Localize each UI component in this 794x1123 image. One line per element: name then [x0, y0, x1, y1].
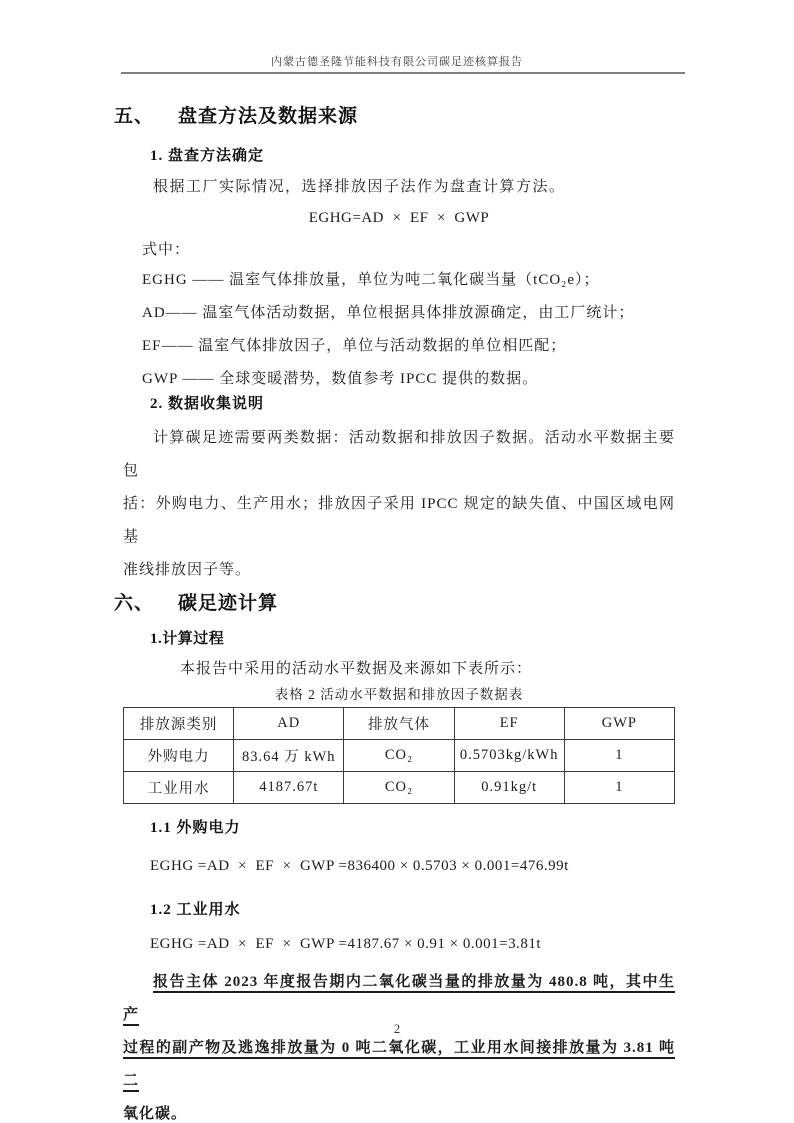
cell-gwp: 1	[564, 740, 674, 772]
table-row	[124, 740, 675, 772]
table-caption: 表格 2 活动水平数据和排放因子数据表	[274, 687, 524, 702]
cell-gwp: 1	[564, 772, 674, 804]
document-body	[114, 96, 675, 1123]
heading-method-determination: 1. 盘查方法确定	[150, 148, 265, 164]
definition-eghg: EGHG —— 温室气体排放量，单位为吨二氧化碳当量（tCO₂e）；	[142, 272, 600, 288]
conclusion-line: 氧化碳。	[123, 1106, 188, 1122]
section-6-heading	[114, 591, 675, 617]
table-row	[124, 772, 675, 804]
column-header-source: 排放源类别	[124, 708, 234, 740]
column-header-ef: EF	[454, 708, 564, 740]
definition-gwp: GWP —— 全球变暖潜势，数值参考 IPCC 提供的数据。	[142, 371, 539, 387]
conclusion-line: 过程的副产物及逃逸排放量为 0 吨二氧化碳，工业用水间接排放量为 3.81 吨二	[123, 1040, 675, 1089]
definition-ef: EF—— 温室气体排放因子，单位与活动数据的单位相匹配；	[142, 338, 567, 354]
page-header-title: 内蒙古德圣隆节能科技有限公司碳足迹核算报告	[271, 56, 523, 68]
paragraph-line: 括：外购电力、生产用水；排放因子采用 IPCC 规定的缺失值、中国区域电网基	[123, 496, 675, 545]
cell-source: 工业用水	[124, 772, 234, 804]
cell-ad: 83.64 万 kWh	[234, 740, 344, 772]
paragraph-table-intro: 本报告中采用的活动水平数据及来源如下表所示：	[180, 661, 533, 677]
formula-intro: 式中：	[142, 242, 191, 258]
definition-ad: AD—— 温室气体活动数据，单位根据具体排放源确定，由工厂统计；	[142, 305, 635, 321]
heading-data-collection: 2. 数据收集说明	[150, 396, 265, 412]
equation-electricity: EGHG =AD × EF × GWP =836400 × 0.5703 × 0.001=476.99t	[150, 858, 569, 874]
header-divider	[121, 72, 685, 74]
activity-data-table	[123, 707, 675, 804]
cell-ad: 4187.67t	[234, 772, 344, 804]
paragraph-method: 根据工厂实际情况，选择排放因子法作为盘查计算方法。	[153, 179, 566, 195]
equation-water: EGHG =AD × EF × GWP =4187.67 × 0.91 × 0.001=3.81t	[150, 936, 541, 952]
conclusion-line: 报告主体 2023 年度报告期内二氧化碳当量的排放量为 480.8 吨，其中生产	[123, 974, 675, 1023]
heading-purchased-electricity: 1.1 外购电力	[150, 820, 241, 836]
cell-gas: CO₂	[344, 772, 454, 804]
cell-source: 外购电力	[124, 740, 234, 772]
page-number: 2	[393, 1022, 401, 1036]
section-6-title: 碳足迹计算	[178, 593, 279, 614]
table-header-row	[124, 708, 675, 740]
cell-ef: 0.91kg/t	[454, 772, 564, 804]
paragraph-line: 计算碳足迹需要两类数据：活动数据和排放因子数据。活动水平数据主要包	[123, 430, 675, 479]
section-5-heading	[114, 104, 675, 130]
heading-calculation-process: 1.计算过程	[150, 631, 225, 647]
column-header-gwp: GWP	[564, 708, 674, 740]
cell-gas: CO₂	[344, 740, 454, 772]
column-header-gas: 排放气体	[344, 708, 454, 740]
cell-ef: 0.5703kg/kWh	[454, 740, 564, 772]
formula-eghg: EGHG=AD × EF × GWP	[308, 210, 490, 226]
column-header-ad: AD	[234, 708, 344, 740]
paragraph-line: 准线排放因子等。	[123, 562, 252, 578]
conclusion-paragraph	[123, 966, 675, 1123]
heading-industrial-water: 1.2 工业用水	[150, 902, 241, 918]
section-5-title: 盘查方法及数据来源	[178, 106, 359, 127]
section-5-number: 五、	[114, 106, 155, 127]
section-6-number: 六、	[114, 593, 155, 614]
paragraph-data-collection	[123, 422, 675, 587]
